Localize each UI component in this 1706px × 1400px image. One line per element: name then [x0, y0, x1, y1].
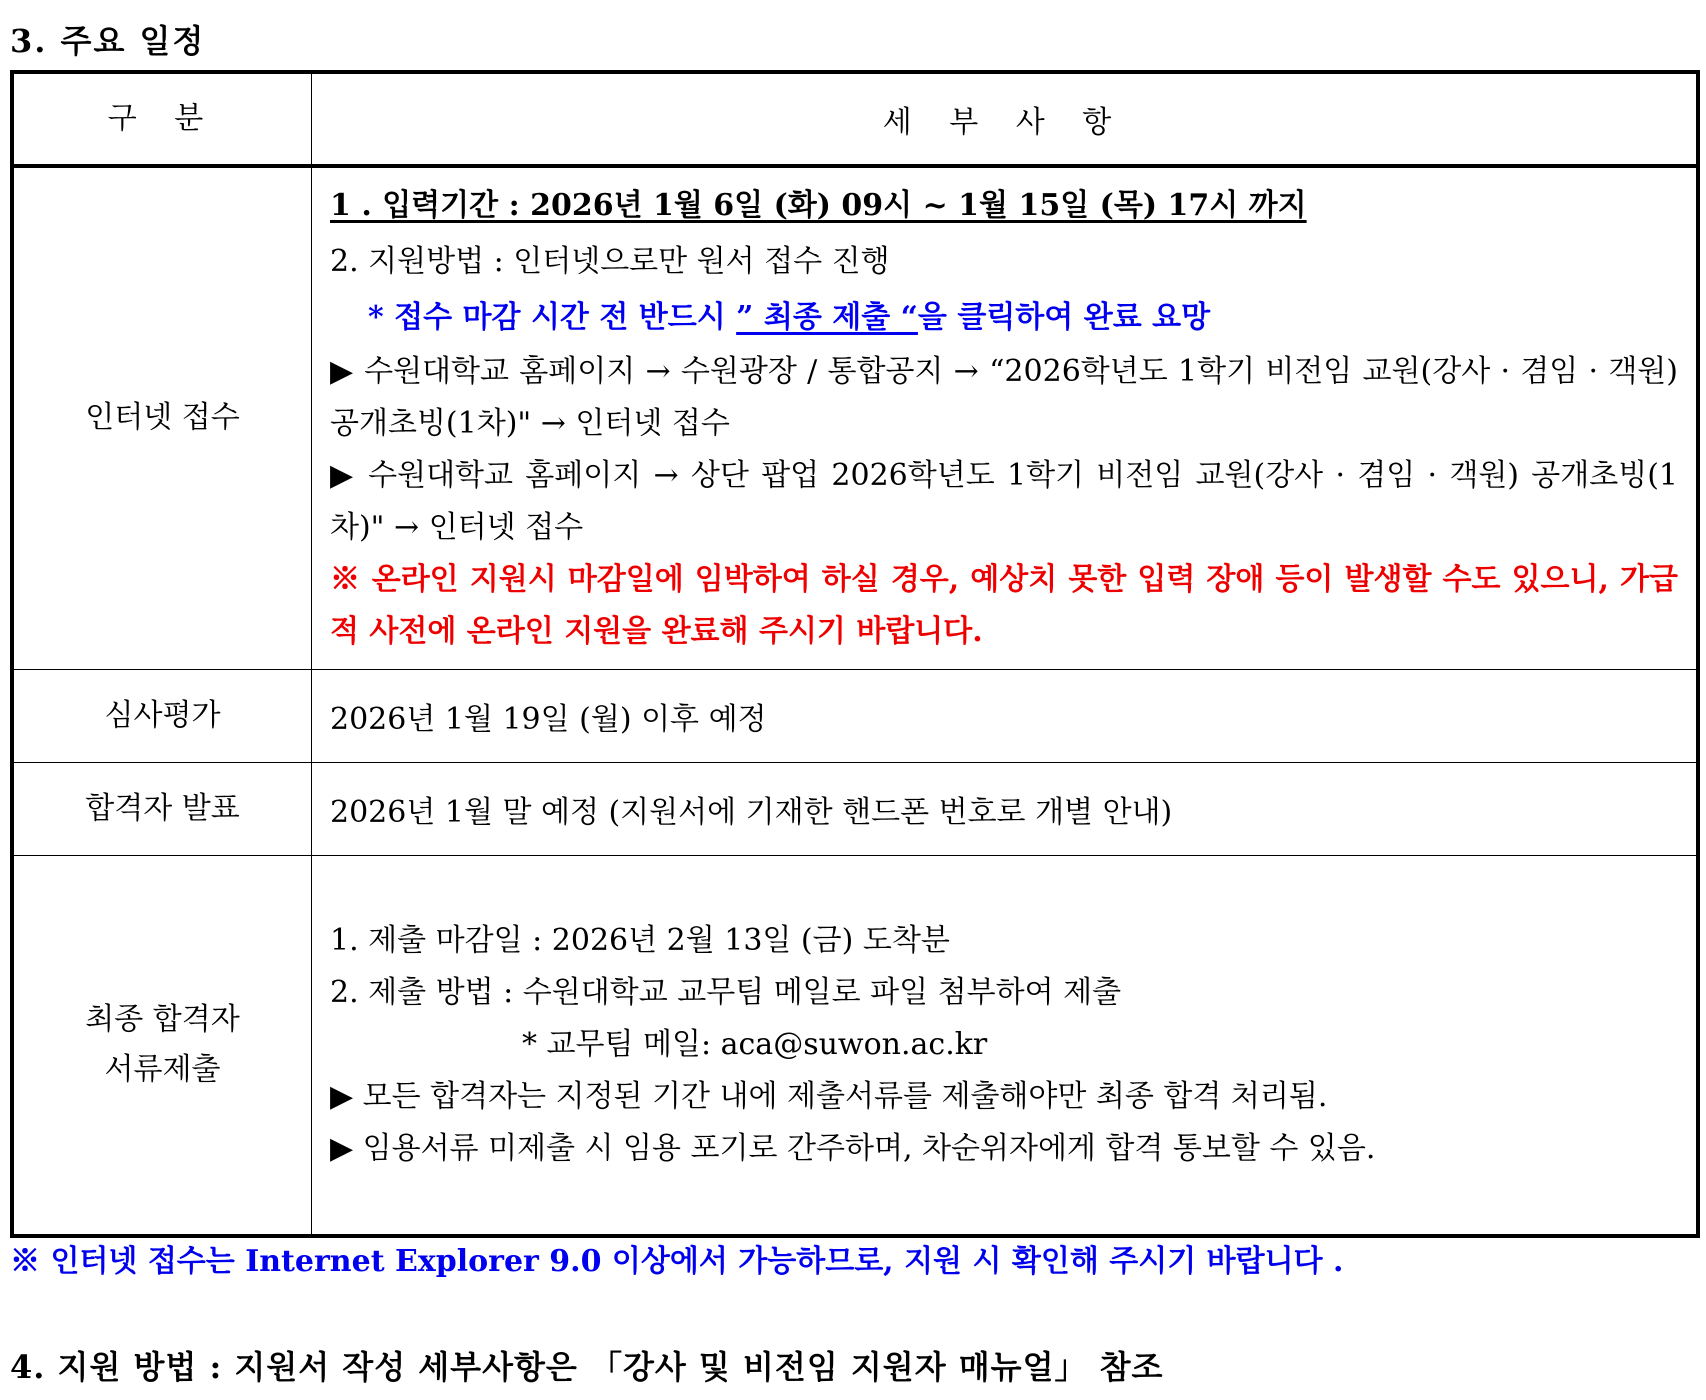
header-category-label: 구 분: [107, 101, 218, 136]
submit-notice: [330, 290, 1678, 346]
table-row-internet: [12, 166, 1698, 669]
apply-method: 2. 지원방법 : 인터넷으로만 원서 접수 진행: [330, 244, 890, 280]
section-3-title: 3. 주요 일정: [10, 22, 206, 60]
browser-note: ※ 인터넷 접수는 Internet Explorer 9.0 이상에서 가능하므로, 지원 시 확인해 주시기 바랍니다 .: [10, 1244, 1344, 1279]
row-details-review: 2026년 1월 19일 (월) 이후 예정: [312, 669, 1699, 762]
final-deadline: 1. 제출 마감일 : 2026년 2월 13일 (금) 도착분: [330, 922, 950, 958]
final-notice-2: ▶ 임용서류 미제출 시 임용 포기로 간주하며, 차순위자에게 합격 통보할 수 있음.: [330, 1130, 1376, 1166]
path-1: ▶ 수원대학교 홈페이지 → 수원광장 / 통합공지 → “2026학년도 1학기 비전임 교원(강사 · 겸임 · 객원) 공개초빙(1차)" → 인터넷 접수: [330, 354, 1678, 442]
final-submit-label: ” 최종 제출 “: [736, 300, 918, 336]
final-label-line2: 서류제출: [104, 1051, 221, 1087]
row-details-announce: 2026년 1월 말 예정 (지원서에 기재한 핸드폰 번호로 개별 안내): [312, 762, 1699, 855]
row-details-internet: [312, 166, 1699, 669]
submit-notice-a: * 접수 마감 시간 전 반드시: [368, 300, 737, 336]
final-method: 2. 제출 방법 : 수원대학교 교무팀 메일로 파일 첨부하여 제출: [330, 974, 1122, 1010]
schedule-table: [10, 70, 1700, 1238]
header-details-label: 세 부 사 항: [882, 105, 1126, 140]
table-row-announce: [12, 762, 1698, 855]
table-row-review: [12, 669, 1698, 762]
row-label-review: 심사평가: [12, 669, 312, 762]
table-header-row: [12, 72, 1698, 166]
row-label-announce: 합격자 발표: [12, 762, 312, 855]
path-2: ▶ 수원대학교 홈페이지 → 상단 팝업 2026학년도 1학기 비전임 교원(강사 · 겸임 · 객원) 공개초빙(1차)" → 인터넷 접수: [330, 458, 1678, 546]
row-label-final: [12, 855, 312, 1236]
final-notice-1: ▶ 모든 합격자는 지정된 기간 내에 제출서류를 제출해야만 최종 합격 처리됨.: [330, 1078, 1328, 1114]
final-email: * 교무팀 메일: aca@suwon.ac.kr: [522, 1026, 988, 1062]
section-4-title: 4. 지원 방법 : 지원서 작성 세부사항은 「강사 및 비전임 지원자 매뉴얼」 참조: [10, 1348, 1164, 1386]
input-period: 1 . 입력기간 : 2026년 1월 6일 (화) 09시 ~ 1월 15일 (목) 17시 까지: [330, 188, 1307, 224]
row-label-internet: 인터넷 접수: [12, 166, 312, 669]
submit-notice-c: 을 클릭하여 완료 요망: [917, 300, 1211, 336]
header-category: [12, 72, 312, 166]
row-details-final: [312, 855, 1699, 1236]
table-row-final: [12, 855, 1698, 1236]
final-label-line1: 최종 합격자: [85, 1001, 240, 1037]
online-warning: ※ 온라인 지원시 마감일에 임박하여 하실 경우, 예상치 못한 입력 장애 등이 발생할 수도 있으니, 가급적 사전에 온라인 지원을 완료해 주시기 바랍니다.: [330, 562, 1678, 650]
header-details: [312, 72, 1699, 166]
